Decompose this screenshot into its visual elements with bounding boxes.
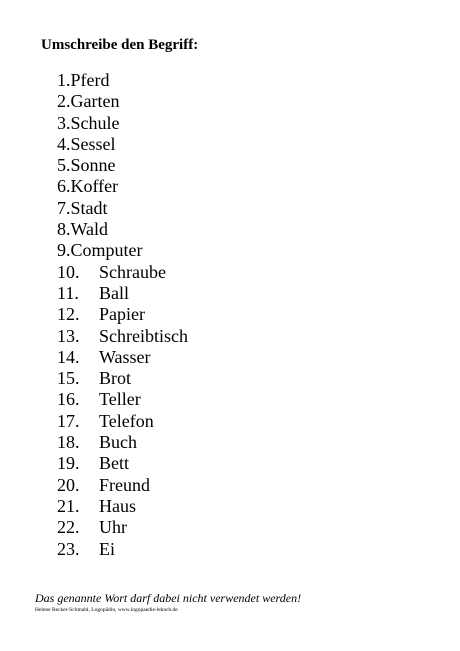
list-item-word: Teller — [99, 389, 141, 410]
list-item — [57, 411, 188, 432]
list-item — [57, 70, 188, 91]
list-item — [57, 91, 188, 112]
list-item-word: Koffer — [70, 176, 119, 197]
list-item-number: 17. — [57, 410, 80, 431]
author-credit: Helene Becker-Schmahl, Logopädin, www.logopaedie-lebach.de — [35, 607, 178, 613]
list-item — [57, 283, 188, 304]
list-item-number: 2. — [57, 91, 71, 112]
list-item-word: Computer — [70, 240, 143, 261]
list-item-word: Telefon — [99, 410, 154, 431]
list-item-number: 6. — [57, 176, 71, 197]
list-item-number: 12. — [57, 304, 80, 325]
list-item-number: 13. — [57, 325, 80, 346]
list-item-word: Stadt — [70, 197, 108, 218]
list-item — [57, 176, 188, 197]
list-item-number: 16. — [57, 389, 80, 410]
list-item-number: 11. — [57, 282, 79, 303]
list-item-word: Ball — [99, 282, 129, 303]
list-item — [57, 219, 188, 240]
list-item — [57, 304, 188, 325]
list-item-word: Bett — [99, 453, 129, 474]
list-item — [57, 389, 188, 410]
list-item-number: 23. — [57, 538, 80, 559]
list-item — [57, 326, 188, 347]
list-item-word: Schreibtisch — [99, 325, 188, 346]
list-item-number: 9. — [57, 240, 71, 261]
list-item — [57, 539, 188, 560]
list-item-word: Brot — [99, 368, 132, 389]
list-item — [57, 113, 188, 134]
list-item-word: Uhr — [99, 517, 127, 538]
list-item-number: 14. — [57, 346, 80, 367]
list-item — [57, 517, 188, 538]
list-item-word: Sessel — [70, 133, 116, 154]
list-item-number: 3. — [57, 112, 71, 133]
word-list — [57, 70, 188, 560]
worksheet-heading: Umschreibe den Begriff: — [41, 37, 199, 53]
instruction-note: Das genannte Wort darf dabei nicht verwendet werden! — [35, 591, 302, 605]
list-item-number: 21. — [57, 495, 80, 516]
list-item-number: 8. — [57, 219, 71, 240]
list-item-word: Schule — [70, 112, 120, 133]
list-item-number: 22. — [57, 517, 80, 538]
list-item-number: 19. — [57, 453, 80, 474]
list-item-number: 20. — [57, 474, 80, 495]
list-item-word: Buch — [99, 432, 137, 453]
list-item-number: 10. — [57, 261, 80, 282]
list-item-word: Pferd — [70, 70, 110, 90]
list-item-word: Papier — [99, 304, 145, 325]
list-item-word: Wasser — [99, 346, 151, 367]
list-item-number: 4. — [57, 133, 71, 154]
list-item-number: 1. — [57, 70, 71, 90]
list-item-word: Ei — [99, 538, 115, 559]
list-item-number: 18. — [57, 432, 80, 453]
list-item — [57, 198, 188, 219]
list-item — [57, 347, 188, 368]
list-item-word: Sonne — [70, 155, 116, 176]
list-item — [57, 134, 188, 155]
list-item — [57, 262, 188, 283]
list-item-word: Wald — [70, 219, 109, 240]
list-item-number: 15. — [57, 368, 80, 389]
list-item-word: Haus — [99, 495, 136, 516]
list-item-word: Schraube — [99, 261, 166, 282]
list-item — [57, 240, 188, 261]
list-item — [57, 475, 188, 496]
list-item — [57, 453, 188, 474]
list-item-number: 7. — [57, 197, 71, 218]
list-item-word: Garten — [70, 91, 120, 112]
list-item — [57, 432, 188, 453]
list-item — [57, 368, 188, 389]
list-item-number: 5. — [57, 155, 71, 176]
list-item-word: Freund — [99, 474, 150, 495]
list-item — [57, 496, 188, 517]
list-item — [57, 155, 188, 176]
